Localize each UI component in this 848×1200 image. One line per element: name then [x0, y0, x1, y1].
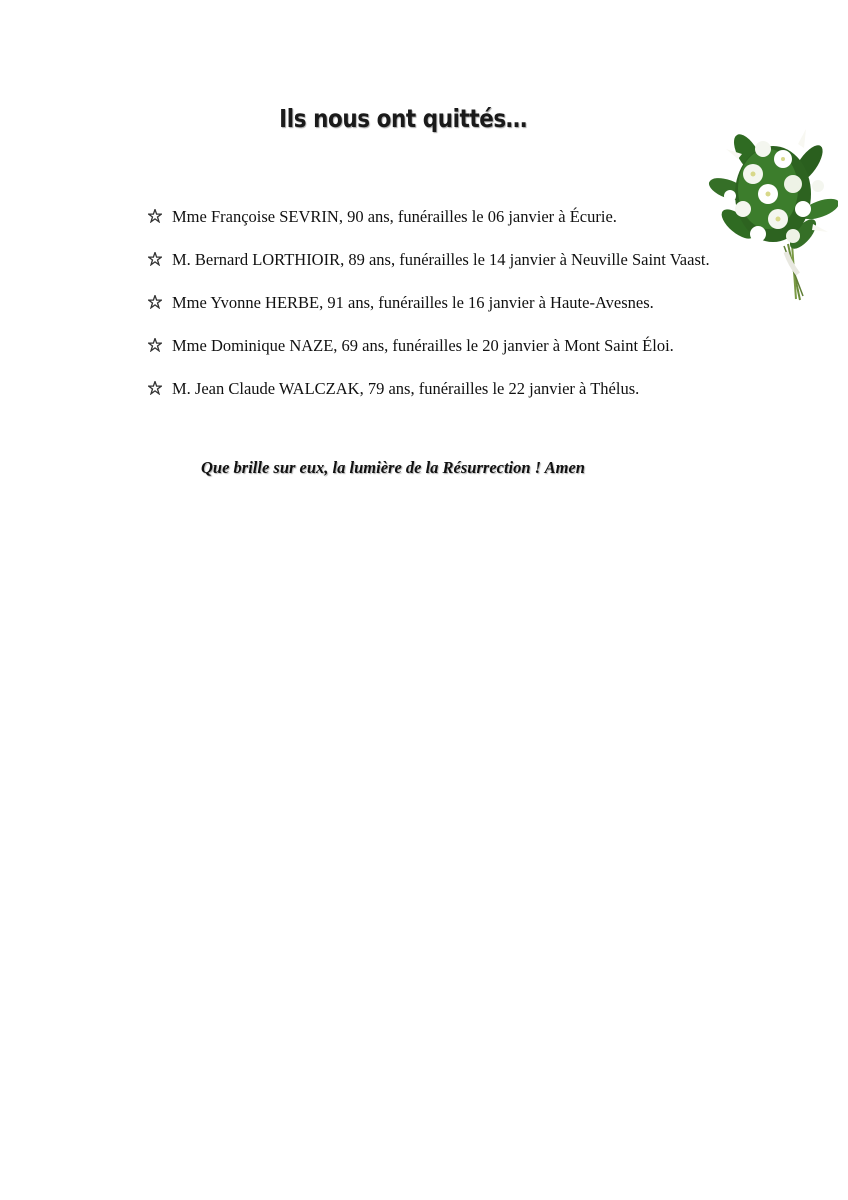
list-item [148, 205, 710, 248]
obituary-text: Mme Yvonne HERBE, 91 ans, funérailles le 16 janvier à Haute-Avesnes. [172, 293, 654, 312]
page-title: Ils nous ont quittés… [279, 104, 527, 133]
obituary-text: M. Bernard LORTHIOIR, 89 ans, funérailles le 14 janvier à Neuville Saint Vaast. [172, 250, 710, 269]
list-item [148, 377, 710, 420]
list-item [148, 334, 710, 377]
list-item [148, 291, 710, 334]
star-icon [148, 252, 162, 266]
flower-bouquet-icon [708, 124, 838, 302]
star-icon [148, 381, 162, 395]
obituary-text: Mme Françoise SEVRIN, 90 ans, funérailles le 06 janvier à Écurie. [172, 207, 617, 226]
obituary-list [148, 205, 710, 420]
list-item [148, 248, 710, 291]
obituary-text: M. Jean Claude WALCZAK, 79 ans, funérailles le 22 janvier à Thélus. [172, 379, 640, 398]
closing-prayer: Que brille sur eux, la lumière de la Résurrection ! Amen [201, 458, 585, 477]
star-icon [148, 209, 162, 223]
star-icon [148, 295, 162, 309]
star-icon [148, 338, 162, 352]
obituary-text: Mme Dominique NAZE, 69 ans, funérailles le 20 janvier à Mont Saint Éloi. [172, 336, 674, 355]
